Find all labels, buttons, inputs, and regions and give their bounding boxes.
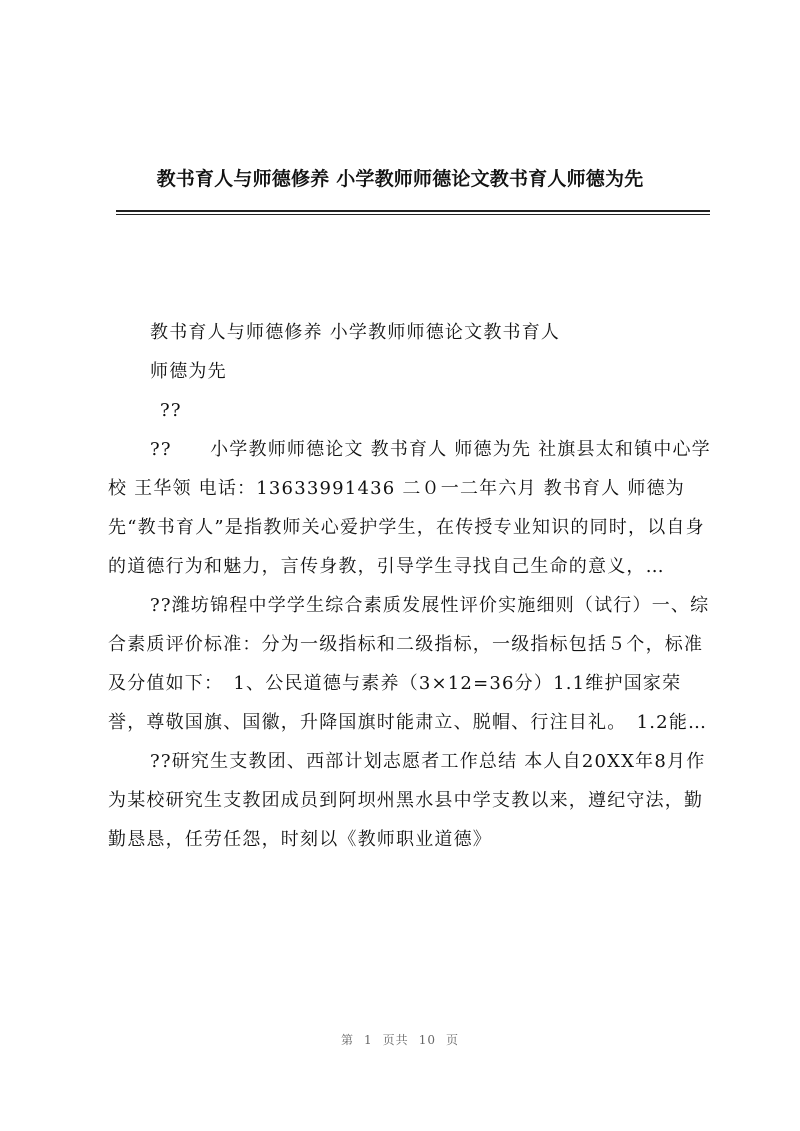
footer-suffix: 页 [445, 1033, 459, 1047]
page-footer [0, 1031, 800, 1048]
paragraph-2: ??潍坊锦程中学学生综合素质发展性评价实施细则（试行）一、综合素质评价标准：分为一级指标和二级指标，一级指标包括５个，标准及分值如下： 1、公民道德与素养（3×12=36分）1.1维护国家荣誉，尊敬国旗、国徽，升降国旗时能肃立、脱帽、行注目礼。 1.2能… [108, 595, 710, 733]
header-rule-thin [116, 214, 710, 215]
paragraph-1: ?? 小学教师师德论文 教书育人 师德为先 社旗县太和镇中心学校 王华领 电话：13633991436 二０一二年六月 教书育人 师德为先“教书育人”是指教师关心爱护学生，在传授专业知识的同时，以自身的道德行为和魅力，言传身教，引导学生寻找自己生命的意义，… [108, 439, 711, 577]
document-header-title: 教书育人与师德修养 小学教师师德论文教书育人师德为先 [156, 168, 644, 190]
footer-middle: 页共 [382, 1033, 409, 1047]
paragraph-3: ??研究生支教团、西部计划志愿者工作总结 本人自20XX年8月作为某校研究生支教团成员到阿坝州黑水县中学支教以来，遵纪守法，勤勤恳恳，任劳任怨，时刻以《教师职业道德》 [108, 751, 706, 850]
header-rule [116, 210, 710, 212]
footer-total-pages: 10 [418, 1033, 436, 1047]
document-body [108, 313, 712, 859]
article-title-line-1: 教书育人与师德修养 小学教师师德论文教书育人 [150, 322, 561, 343]
footer-prefix: 第 [341, 1033, 355, 1047]
article-title-line-2: 师德为先 [150, 361, 227, 382]
footer-page-number: 1 [364, 1033, 373, 1047]
placeholder-line: ?? [160, 400, 182, 421]
